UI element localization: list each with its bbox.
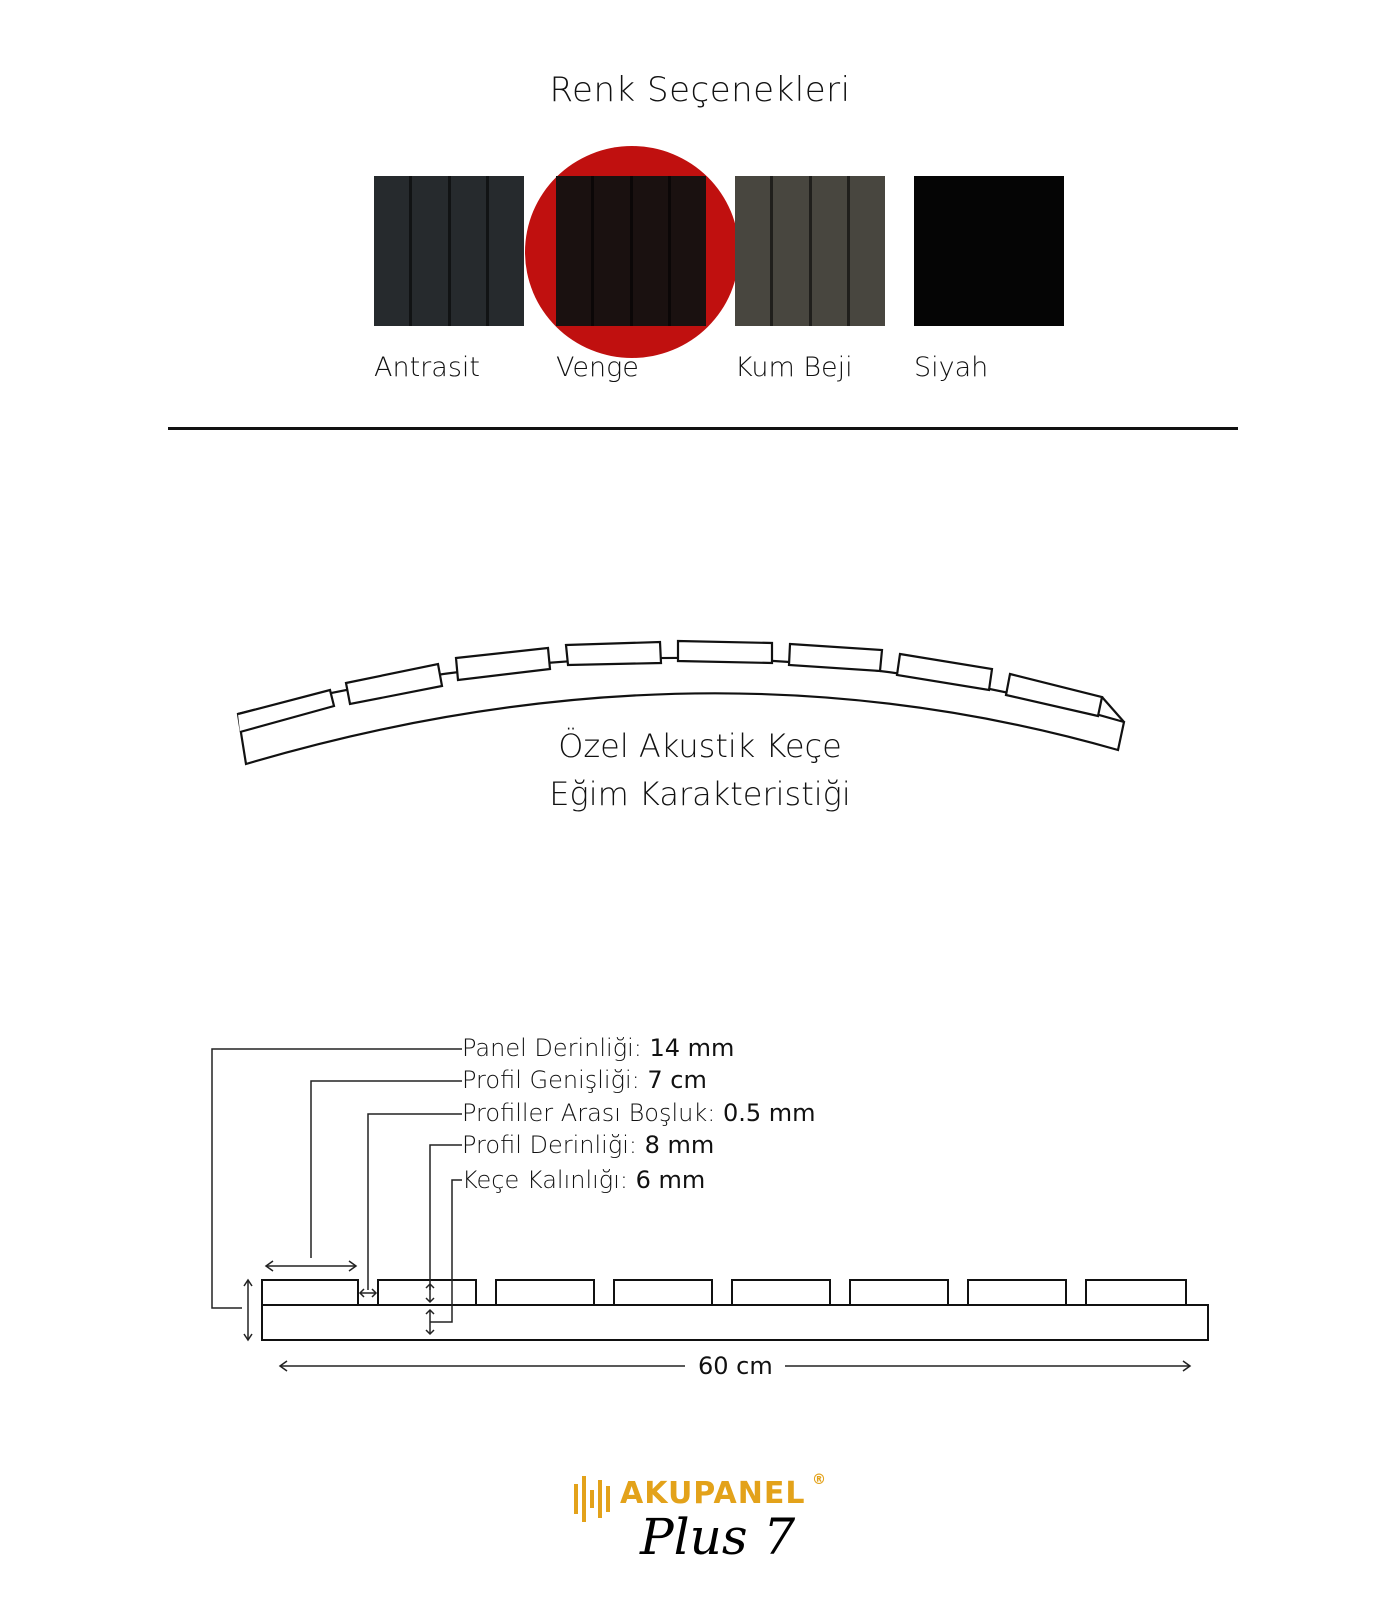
spec-profile-width [462,1066,707,1094]
akupanel-logo-icon [576,1476,608,1522]
spec-value: 0.5 mm [723,1099,816,1127]
curve-caption-line2: Eğim Karakteristiği [549,775,851,813]
total-width-label: 60 cm [690,1352,781,1380]
spec-label: Profil Derinliği: [462,1131,637,1159]
spec-label: Profiller Arası Boşluk: [462,1099,716,1127]
product-name: Plus 7 [640,1508,796,1566]
spec-value: 14 mm [649,1034,735,1062]
spec-label: Panel Derinliği: [462,1034,642,1062]
spec-felt-thickness [462,1166,705,1194]
spec-profile-gap [462,1099,816,1127]
spec-label: Keçe Kalınlığı: [462,1166,628,1194]
brand-name: AKUPANEL [620,1476,806,1511]
curve-caption [0,722,1400,818]
color-label-antrasit: Antrasit [374,352,480,383]
registered-mark: ® [812,1472,826,1488]
spec-panel-depth [462,1034,734,1062]
spec-value: 6 mm [635,1166,706,1194]
spec-value: 8 mm [644,1131,715,1159]
color-label-venge: Venge [556,352,639,383]
color-label-kum-beji: Kum Beji [735,352,853,383]
spec-label: Profil Genişliği: [462,1066,640,1094]
page-title: Renk Seçenekleri [549,70,851,110]
color-label-siyah: Siyah [914,352,989,383]
spec-value: 7 cm [647,1066,707,1094]
curve-caption-line1: Özel Akustik Keçe [558,727,842,765]
spec-profile-depth [462,1131,714,1159]
cross-section-drawing [262,1280,1208,1340]
